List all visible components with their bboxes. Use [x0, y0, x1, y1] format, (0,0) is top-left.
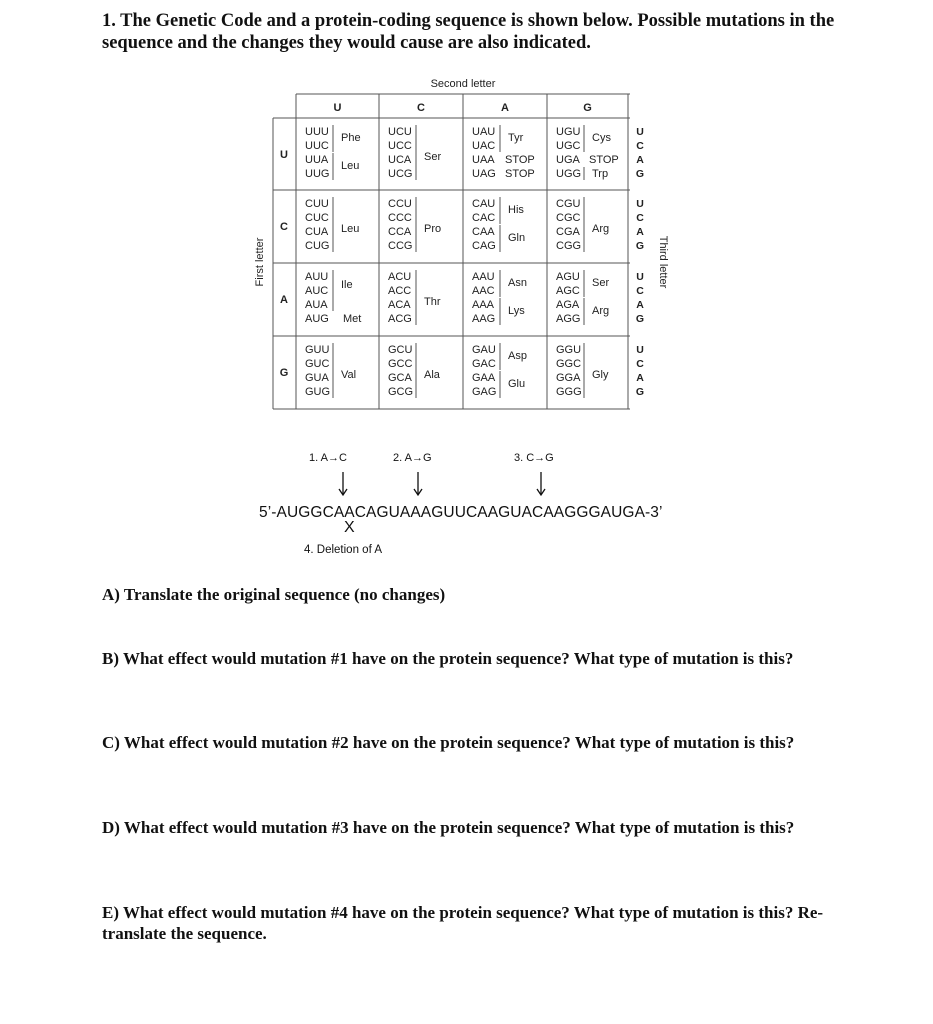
codon: UAA — [472, 154, 495, 166]
codon: UAU — [472, 126, 496, 138]
amino-acid-label: Asn — [508, 277, 527, 289]
codon: UAG — [472, 168, 496, 180]
codon: GGC — [556, 358, 582, 370]
codon: CUA — [305, 226, 329, 238]
third-letter-C: C — [636, 140, 644, 152]
codon: UCG — [388, 168, 413, 180]
mutation-2-label: 2. A→G — [393, 452, 432, 464]
mutation-1-label: 1. A→C — [309, 452, 347, 464]
amino-acid-label: Ser — [592, 277, 610, 289]
amino-acid-label: Arg — [592, 223, 610, 235]
codon: CCU — [388, 198, 412, 210]
third-letter-G: G — [635, 240, 645, 252]
third-letter-A: A — [636, 226, 644, 238]
codon: CAG — [472, 240, 496, 252]
amino-acid-label: Arg — [592, 305, 610, 317]
first-letter-U: U — [280, 149, 288, 161]
amino-acid-label: Glu — [508, 378, 526, 390]
amino-acid-label: Gly — [592, 369, 609, 381]
stop-label: STOP — [505, 154, 535, 166]
amino-acid-label: Cys — [592, 132, 611, 144]
start-codon-label: Met — [343, 313, 362, 325]
codon: UUG — [305, 168, 330, 180]
amino-acid-label: Thr — [424, 296, 441, 308]
codon: AAA — [472, 299, 495, 311]
codon: AUU — [305, 271, 329, 283]
codon: GUC — [305, 358, 330, 370]
second-letter-U: U — [333, 102, 342, 114]
third-letter-label: Third letter — [657, 235, 669, 289]
amino-acid-label: Ser — [424, 151, 442, 163]
codon: CUC — [305, 212, 329, 224]
codon: UGG — [556, 168, 582, 180]
codon: ACA — [388, 299, 411, 311]
amino-acid-label: Ile — [341, 279, 353, 291]
amino-acid-label: Val — [341, 369, 357, 381]
mutation-3-label: 3. C→G — [514, 452, 554, 464]
codon: GCU — [388, 344, 413, 356]
codon: CCA — [388, 226, 412, 238]
codon: UGU — [556, 126, 581, 138]
codon: ACG — [388, 313, 412, 325]
codon: UUU — [305, 126, 329, 138]
codon: GGG — [556, 386, 582, 398]
codon: GUG — [305, 386, 331, 398]
question-a: A) Translate the original sequence (no changes) — [102, 585, 446, 604]
codon: CUU — [305, 198, 329, 210]
third-letter-G: G — [635, 386, 645, 398]
codon: GCC — [388, 358, 413, 370]
mutation-1-arrow — [337, 472, 349, 498]
first-letter-A: A — [280, 294, 288, 306]
third-letter-G: G — [635, 168, 645, 180]
first-letter-G: G — [279, 367, 289, 379]
codon: UGC — [556, 140, 581, 152]
codon: CGG — [556, 240, 582, 252]
third-letter-C: C — [636, 285, 644, 297]
mutation-4-label: 4. Deletion of A — [304, 544, 382, 556]
third-letter-U: U — [636, 126, 644, 138]
third-letter-A: A — [636, 154, 644, 166]
codon: GGA — [556, 372, 581, 384]
codon: AUG — [305, 313, 329, 325]
question-c: C) What effect would mutation #2 have on the protein sequence? What type of mutation is this? — [102, 733, 795, 752]
codon: AGC — [556, 285, 580, 297]
deletion-mark: X — [344, 519, 355, 536]
third-letter-C: C — [636, 358, 644, 370]
codon: ACC — [388, 285, 412, 297]
codon: AAC — [472, 285, 495, 297]
question-d: D) What effect would mutation #3 have on the protein sequence? What type of mutation is this? — [102, 818, 795, 837]
amino-acid-label: Trp — [592, 168, 609, 180]
codon: CAA — [472, 226, 495, 238]
third-letter-C: C — [636, 212, 644, 224]
codon: GAC — [472, 358, 496, 370]
second-letter-G: G — [583, 102, 592, 114]
stop-label: STOP — [589, 154, 619, 166]
first-letter-label: First letter — [254, 237, 266, 287]
amino-acid-label: Leu — [341, 223, 360, 235]
codon: AGG — [556, 313, 581, 325]
genetic-code-table — [0, 0, 933, 440]
codon: GCA — [388, 372, 412, 384]
amino-acid-label: Lys — [508, 305, 525, 317]
codon: CUG — [305, 240, 330, 252]
codon: GAU — [472, 344, 496, 356]
amino-acid-label: Leu — [341, 160, 360, 172]
third-letter-U: U — [636, 198, 644, 210]
codon: ACU — [388, 271, 412, 283]
codon: UUC — [305, 140, 329, 152]
question-b: B) What effect would mutation #1 have on the protein sequence? What type of mutation is this? — [102, 649, 794, 668]
codon: AAU — [472, 271, 495, 283]
mutation-2-arrow — [412, 472, 424, 498]
stop-label: STOP — [505, 168, 535, 180]
third-letter-U: U — [636, 271, 644, 283]
codon: UGA — [556, 154, 580, 166]
first-letter-C: C — [280, 221, 288, 233]
third-letter-G: G — [635, 313, 645, 325]
codon: GAG — [472, 386, 497, 398]
codon: CGC — [556, 212, 581, 224]
third-letter-A: A — [636, 299, 644, 311]
third-letter-U: U — [636, 344, 644, 356]
codon: AAG — [472, 313, 496, 325]
amino-acid-label: Tyr — [508, 132, 524, 144]
codon: AUA — [305, 299, 328, 311]
third-letter-A: A — [636, 372, 644, 384]
second-letter-label: Second letter — [430, 78, 496, 90]
second-letter-A: A — [501, 102, 509, 114]
codon: CCG — [388, 240, 413, 252]
codon: GAA — [472, 372, 496, 384]
amino-acid-label: Ala — [424, 369, 440, 381]
codon: UCU — [388, 126, 412, 138]
amino-acid-label: Asp — [508, 350, 527, 362]
amino-acid-label: Pro — [424, 223, 442, 235]
codon: AGU — [556, 271, 580, 283]
amino-acid-label: His — [508, 204, 524, 216]
codon: AUC — [305, 285, 329, 297]
codon: GUA — [305, 372, 329, 384]
mrna-sequence: 5’-AUGGCAACAGUAAAGUUCAAGUACAAGGGAUGA-3’ — [259, 504, 663, 521]
problem-title: 1. The Genetic Code and a protein-coding sequence is shown below. Possible mutations in the sequence and the changes they would cause are also indicated. — [102, 11, 835, 53]
second-letter-C: C — [417, 102, 425, 114]
codon: GUU — [305, 344, 330, 356]
codon: UCA — [388, 154, 412, 166]
codon: CCC — [388, 212, 412, 224]
mutation-3-arrow — [535, 472, 547, 498]
codon: CGA — [556, 226, 580, 238]
codon: AGA — [556, 299, 580, 311]
codon: UCC — [388, 140, 412, 152]
question-e: E) What effect would mutation #4 have on the protein sequence? What type of mutation is this? Re-translate the sequence. — [102, 903, 824, 943]
codon: CAC — [472, 212, 496, 224]
codon: CAU — [472, 198, 496, 210]
codon: GGU — [556, 344, 582, 356]
amino-acid-label: Gln — [508, 232, 526, 244]
amino-acid-label: Phe — [341, 132, 361, 144]
codon: GCG — [388, 386, 414, 398]
codon: CGU — [556, 198, 581, 210]
codon: UAC — [472, 140, 496, 152]
codon: UUA — [305, 154, 329, 166]
